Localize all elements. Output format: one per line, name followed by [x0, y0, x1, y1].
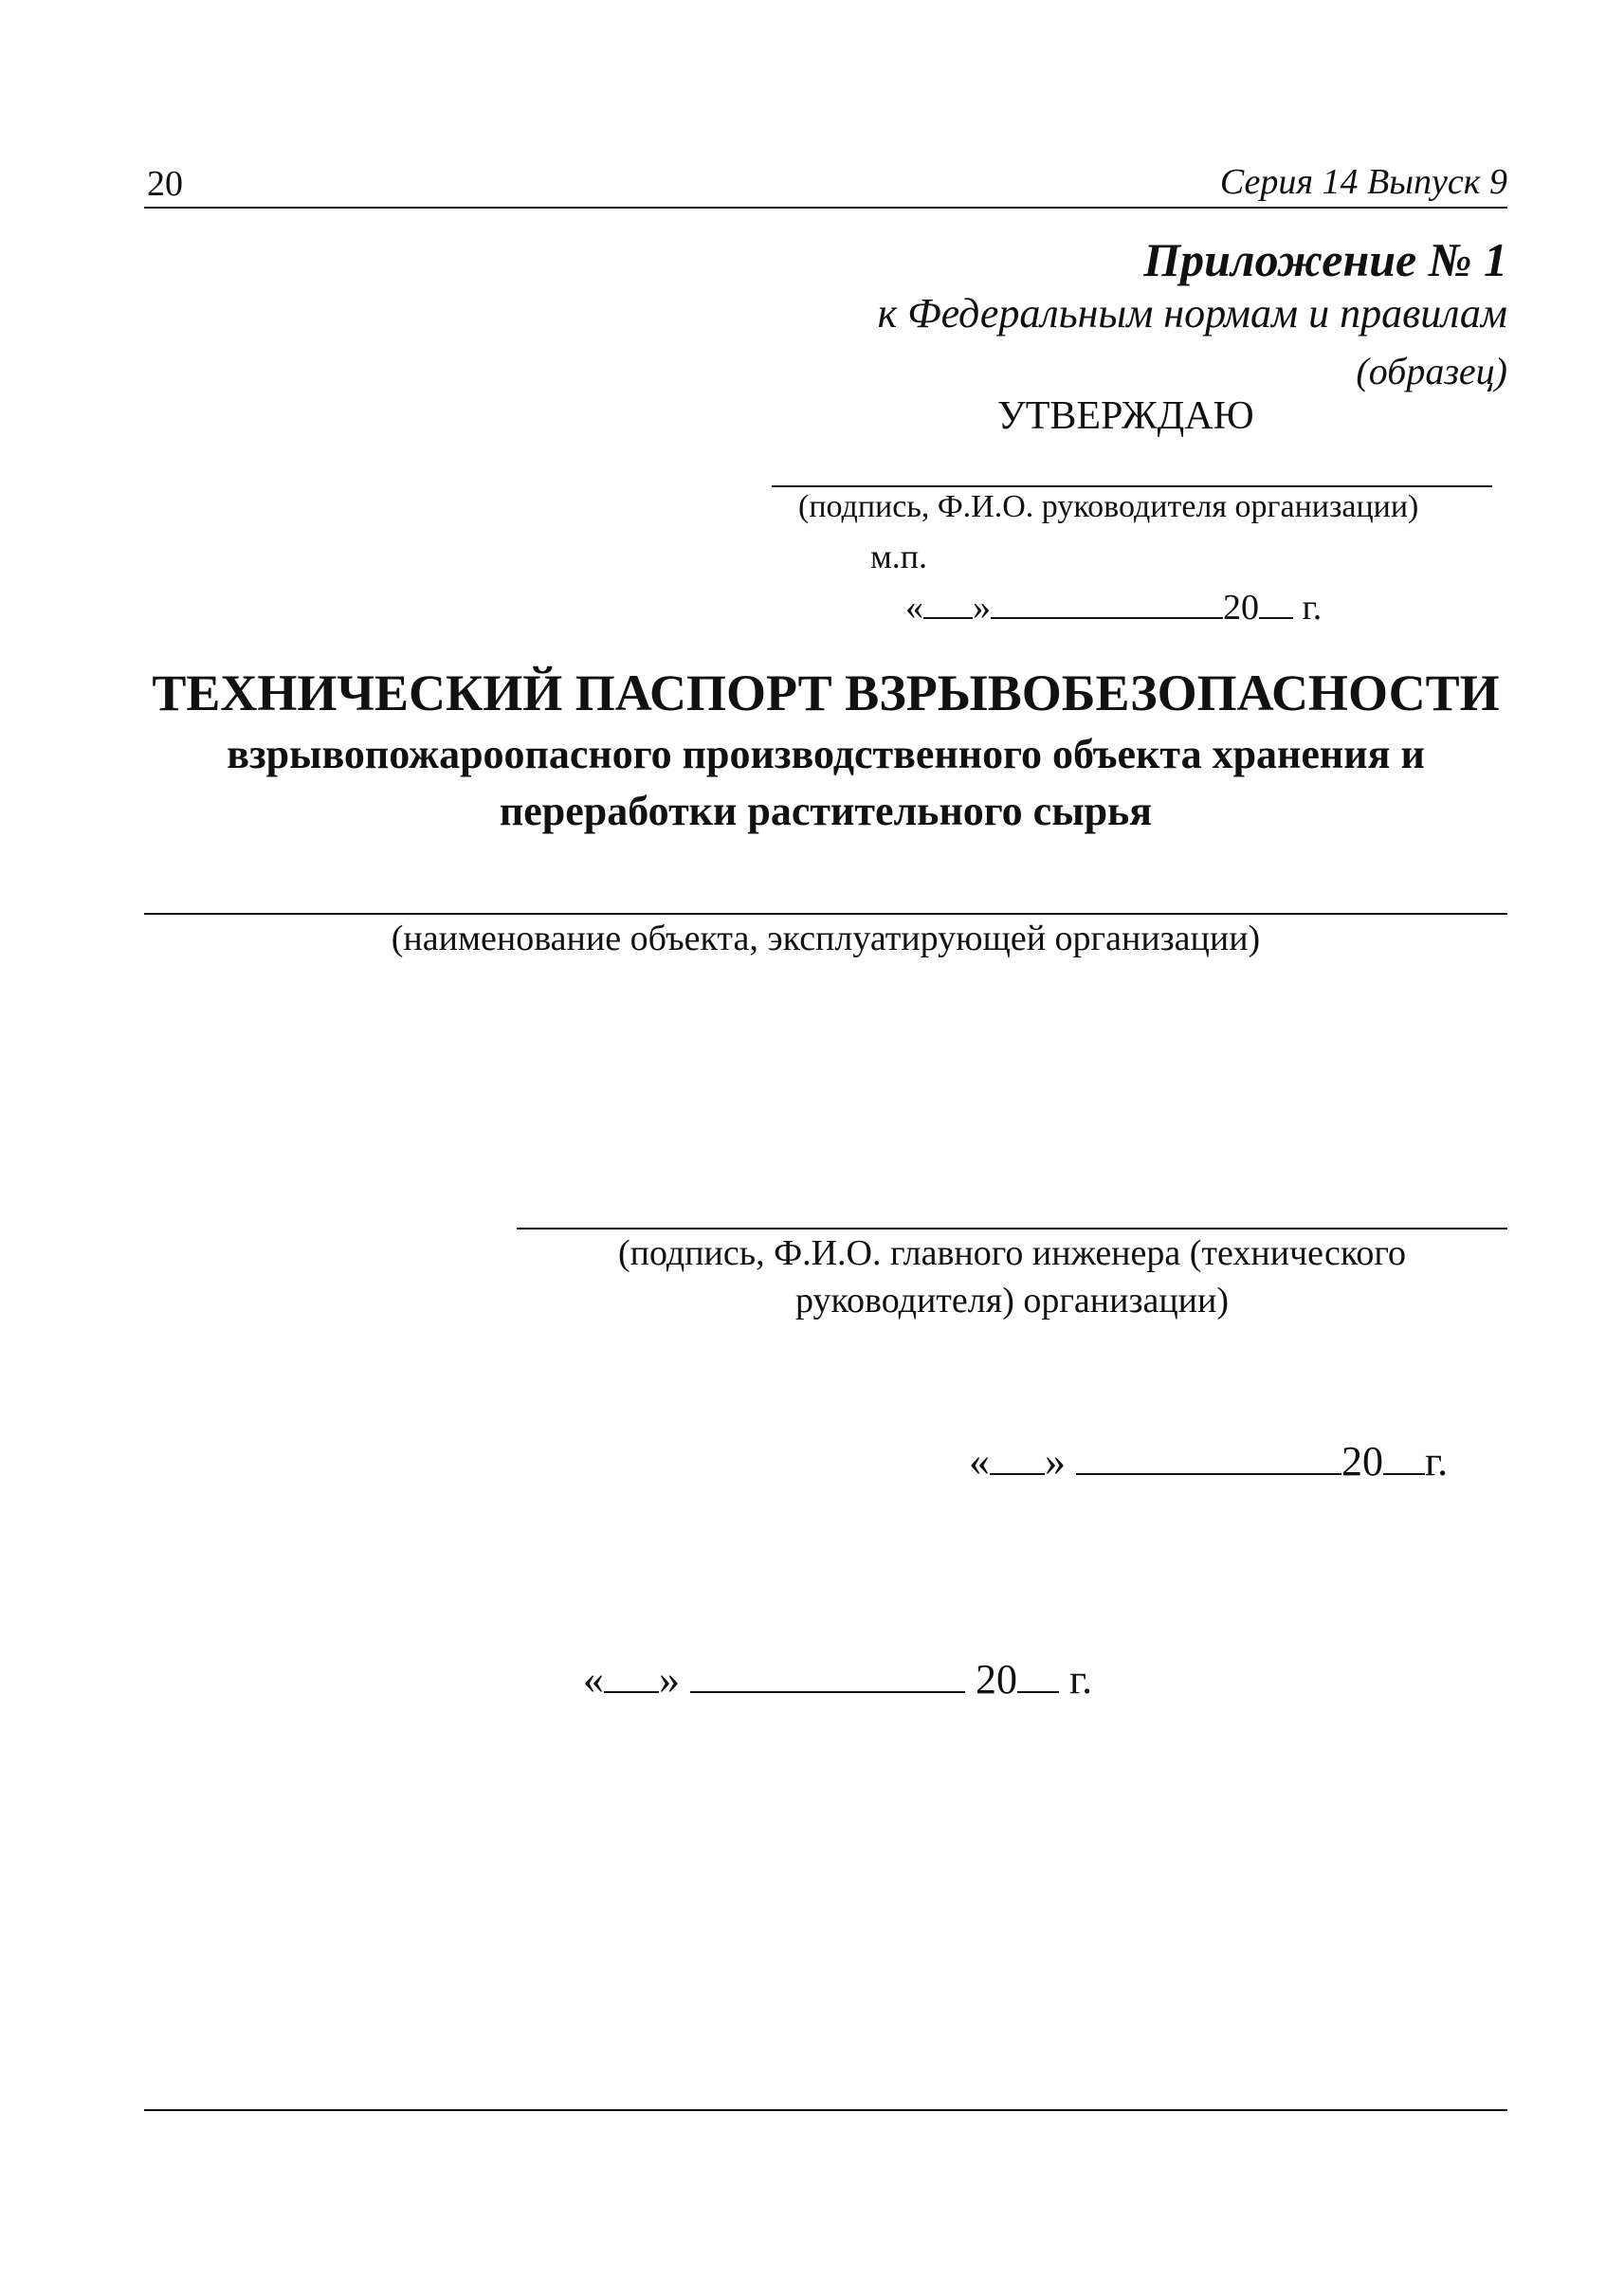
engineer-date-suffix: г.: [1425, 1438, 1449, 1484]
stamp-label: м.п.: [870, 537, 928, 575]
engineer-signature-line: [517, 1228, 1507, 1229]
object-name-line: [144, 913, 1507, 915]
engineer-caption-line1: (подпись, Ф.И.О. главного инженера (технического: [617, 1233, 1407, 1273]
engineer-date-close-quote: »: [1045, 1438, 1066, 1484]
sample-label: (образец): [1356, 350, 1507, 392]
director-signature-line: [772, 485, 1492, 487]
document-subtitle-line2: переработки растительного сырья: [499, 788, 1153, 834]
director-signature-caption: (подпись, Ф.И.О. руководителя организации): [798, 489, 1419, 524]
approval-date: [905, 581, 1322, 628]
bottom-date: [583, 1649, 1092, 1703]
bottom-date-year: 20: [976, 1656, 1017, 1703]
date-year: 20: [1223, 588, 1259, 628]
page-number: 20: [147, 164, 183, 204]
document-subtitle-line1: взрывопожароопасного производственного объекта хранения и: [227, 731, 1425, 777]
bottom-date-open-quote: «: [583, 1656, 604, 1703]
series-label: Серия 14 Выпуск 9: [1219, 162, 1507, 202]
date-open-quote: «: [905, 588, 923, 628]
engineer-date-year: 20: [1341, 1438, 1383, 1484]
footer-rule: [144, 2109, 1507, 2111]
header-rule: [144, 207, 1507, 209]
engineer-caption-line2: руководителя) организации): [794, 1281, 1230, 1321]
bottom-date-suffix: г.: [1069, 1656, 1093, 1703]
bottom-date-close-quote: »: [659, 1656, 680, 1703]
appendix-title: Приложение № 1: [1143, 233, 1507, 286]
date-close-quote: »: [973, 588, 991, 628]
appendix-subtitle: к Федеральным нормам и правилам: [877, 290, 1507, 337]
engineer-date-open-quote: «: [969, 1438, 990, 1484]
document-title: ТЕХНИЧЕСКИЙ ПАСПОРТ ВЗРЫВОБЕЗОПАСНОСТИ: [152, 665, 1500, 721]
approval-heading: УТВЕРЖДАЮ: [997, 394, 1254, 438]
object-name-caption: (наименование объекта, эксплуатирующей организации): [391, 919, 1261, 958]
date-year-suffix: г.: [1302, 588, 1323, 628]
engineer-date: [969, 1431, 1448, 1485]
